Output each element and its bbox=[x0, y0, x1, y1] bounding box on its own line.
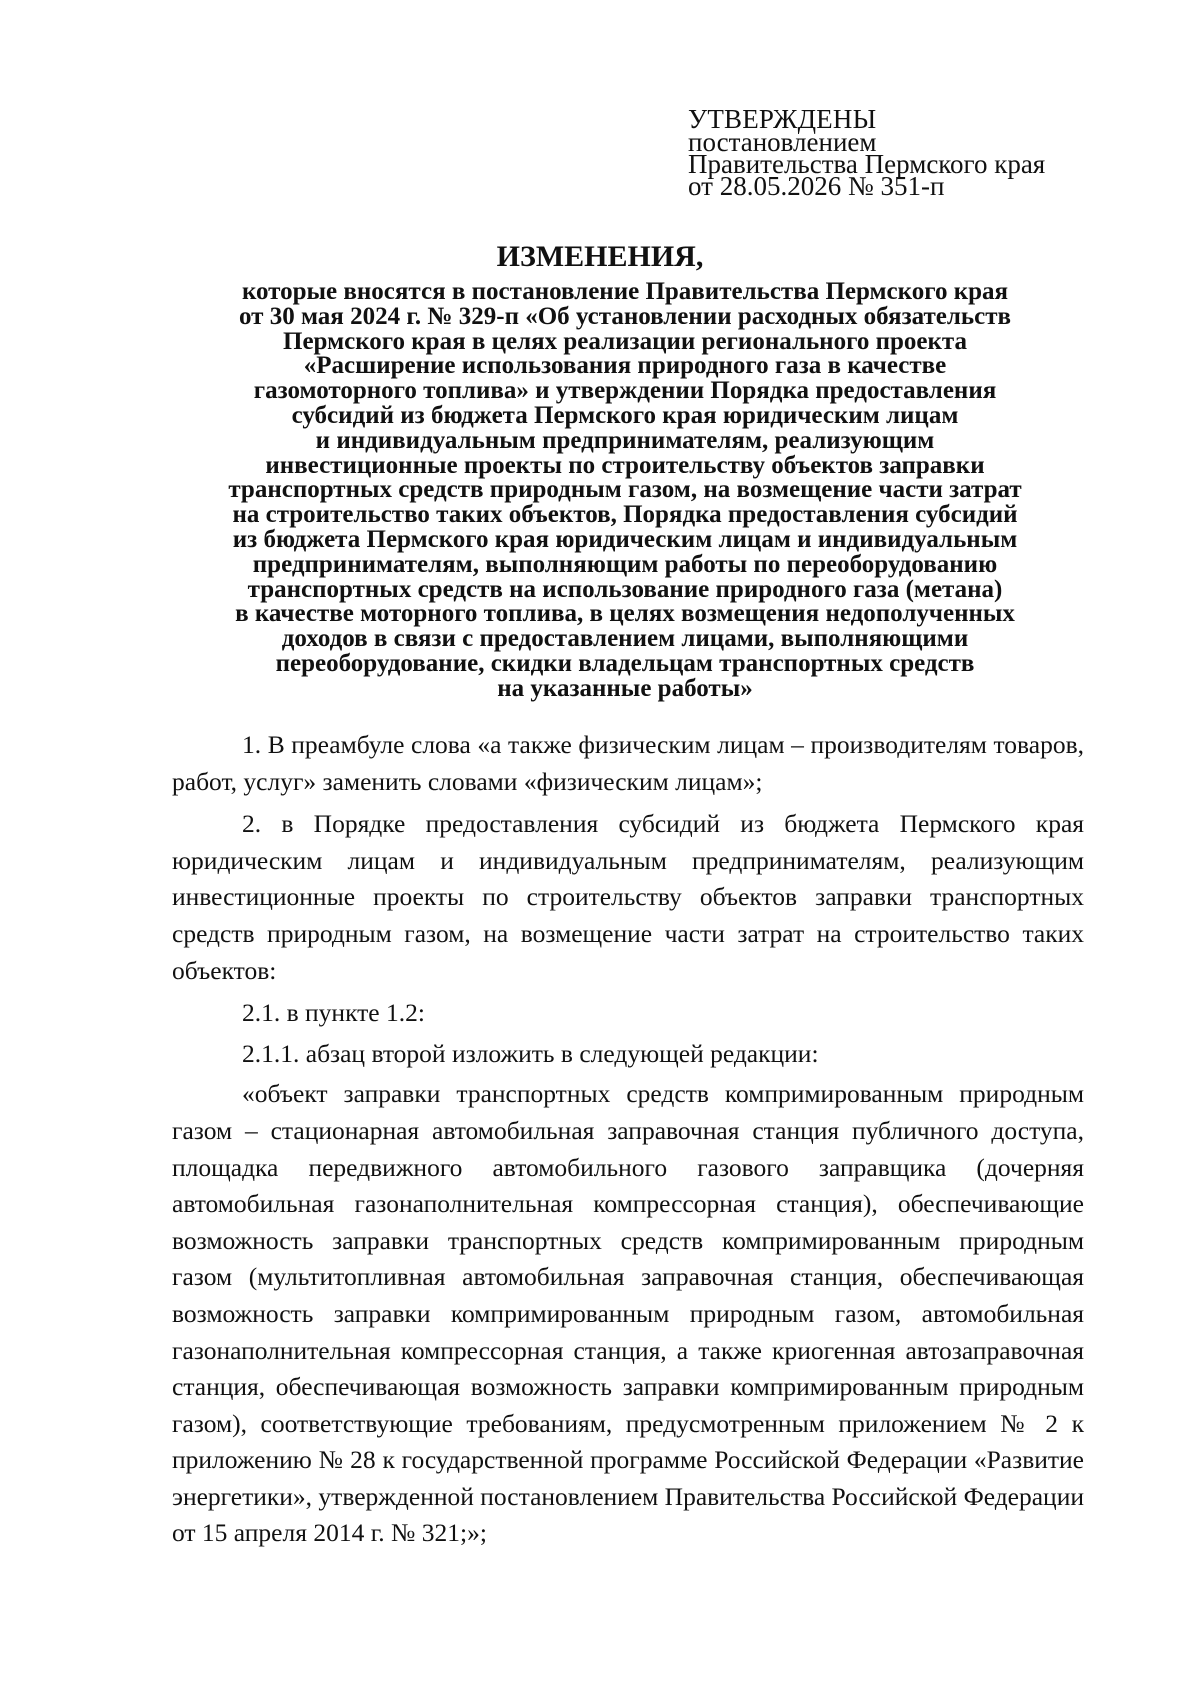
subtitle-line: транспортных средств природным газом, на возмещение части затрат bbox=[228, 476, 1022, 504]
subtitle-line: от 30 мая 2024 г. № 329-п «Об установлении расходных обязательств bbox=[239, 302, 1011, 330]
subtitle-line: доходов в связи с предоставлением лицами, выполняющими bbox=[281, 625, 969, 653]
subtitle-line: переоборудование, скидки владельцам транспортных средств bbox=[275, 649, 975, 677]
subtitle-line: на указанные работы» bbox=[497, 674, 753, 702]
subtitle-line: субсидий из бюджета Пермского края юридическим лицам bbox=[291, 401, 959, 429]
subtitle-line: Пермского края в целях реализации регионального проекта bbox=[283, 327, 967, 355]
subtitle-line: предпринимателям, выполняющим работы по переоборудованию bbox=[252, 550, 998, 578]
document-subtitle bbox=[160, 280, 1090, 702]
approval-heading: УТВЕРЖДЕНЫ bbox=[688, 104, 877, 134]
subtitle-line: транспортных средств на использование природного газа (метана) bbox=[247, 575, 1003, 603]
document-body bbox=[172, 727, 1084, 1558]
subtitle-line: из бюджета Пермского края юридическим лицам и индивидуальным bbox=[232, 525, 1018, 553]
paragraph-quoted-definition: «объект заправки транспортных средств компримированным природным газом – стационарная автомобильная заправочная станция публичного доступа, площадка передвижного автомобильного газового заправщика (дочерняя автомобильная газонаполнительная компрессорная станция), обеспечивающие возможность заправки транспортных средств компримированным природным газом (мультитопливная автомобильная заправочная станция, обеспечивающая возможность заправки компримированным природным газом, автомобильная газонаполнительная компрессорная станция, а также криогенная автозаправочная станция, обеспечивающая возможность заправки компримированным природным газом), соответствующие требованиям, предусмотренным приложением № 2 к приложению № 28 к государственной программе Российской Федерации «Развитие энергетики», утвержденной постановлением Правительства Российской Федерации от 15 апреля 2014 г. № 321;»; bbox=[172, 1079, 1084, 1548]
subtitle-line: которые вносятся в постановление Правительства Пермского края bbox=[241, 278, 1009, 305]
approval-line-2: Правительства Пермского края bbox=[688, 149, 1046, 179]
approval-line-3: от 28.05.2026 № 351-п bbox=[688, 171, 945, 201]
subtitle-line: и индивидуальным предпринимателям, реализующим bbox=[315, 426, 935, 454]
paragraph-1: 1. В преамбуле слова «а также физическим лицам – производителям товаров, работ, услуг» заменить словами «физическим лицам»; bbox=[172, 730, 1084, 796]
approval-block bbox=[688, 104, 1128, 201]
document-title: ИЗМЕНЕНИЯ, bbox=[496, 240, 704, 273]
subtitle-line: инвестиционные проекты по строительству объектов заправки bbox=[265, 451, 985, 479]
paragraph-2: 2. в Порядке предоставления субсидий из бюджета Пермского края юридическим лицам и индивидуальным предпринимателям, реализующим инвестиционные проекты по строительству объектов заправки транспортных средств природным газом, на возмещение части затрат на строительство таких объектов: bbox=[172, 809, 1084, 985]
subtitle-line: газомоторного топлива» и утверждении Порядка предоставления bbox=[253, 377, 997, 405]
paragraph-2-1-1: 2.1.1. абзац второй изложить в следующей редакции: bbox=[242, 1038, 819, 1068]
subtitle-line: «Расширение использования природного газа в качестве bbox=[303, 352, 947, 380]
approval-line-1: постановлением bbox=[688, 127, 877, 157]
subtitle-line: на строительство таких объектов, Порядка предоставления субсидий bbox=[232, 501, 1018, 529]
paragraph-2-1: 2.1. в пункте 1.2: bbox=[242, 998, 425, 1028]
subtitle-line: в качестве моторного топлива, в целях возмещения недополученных bbox=[235, 600, 1015, 628]
